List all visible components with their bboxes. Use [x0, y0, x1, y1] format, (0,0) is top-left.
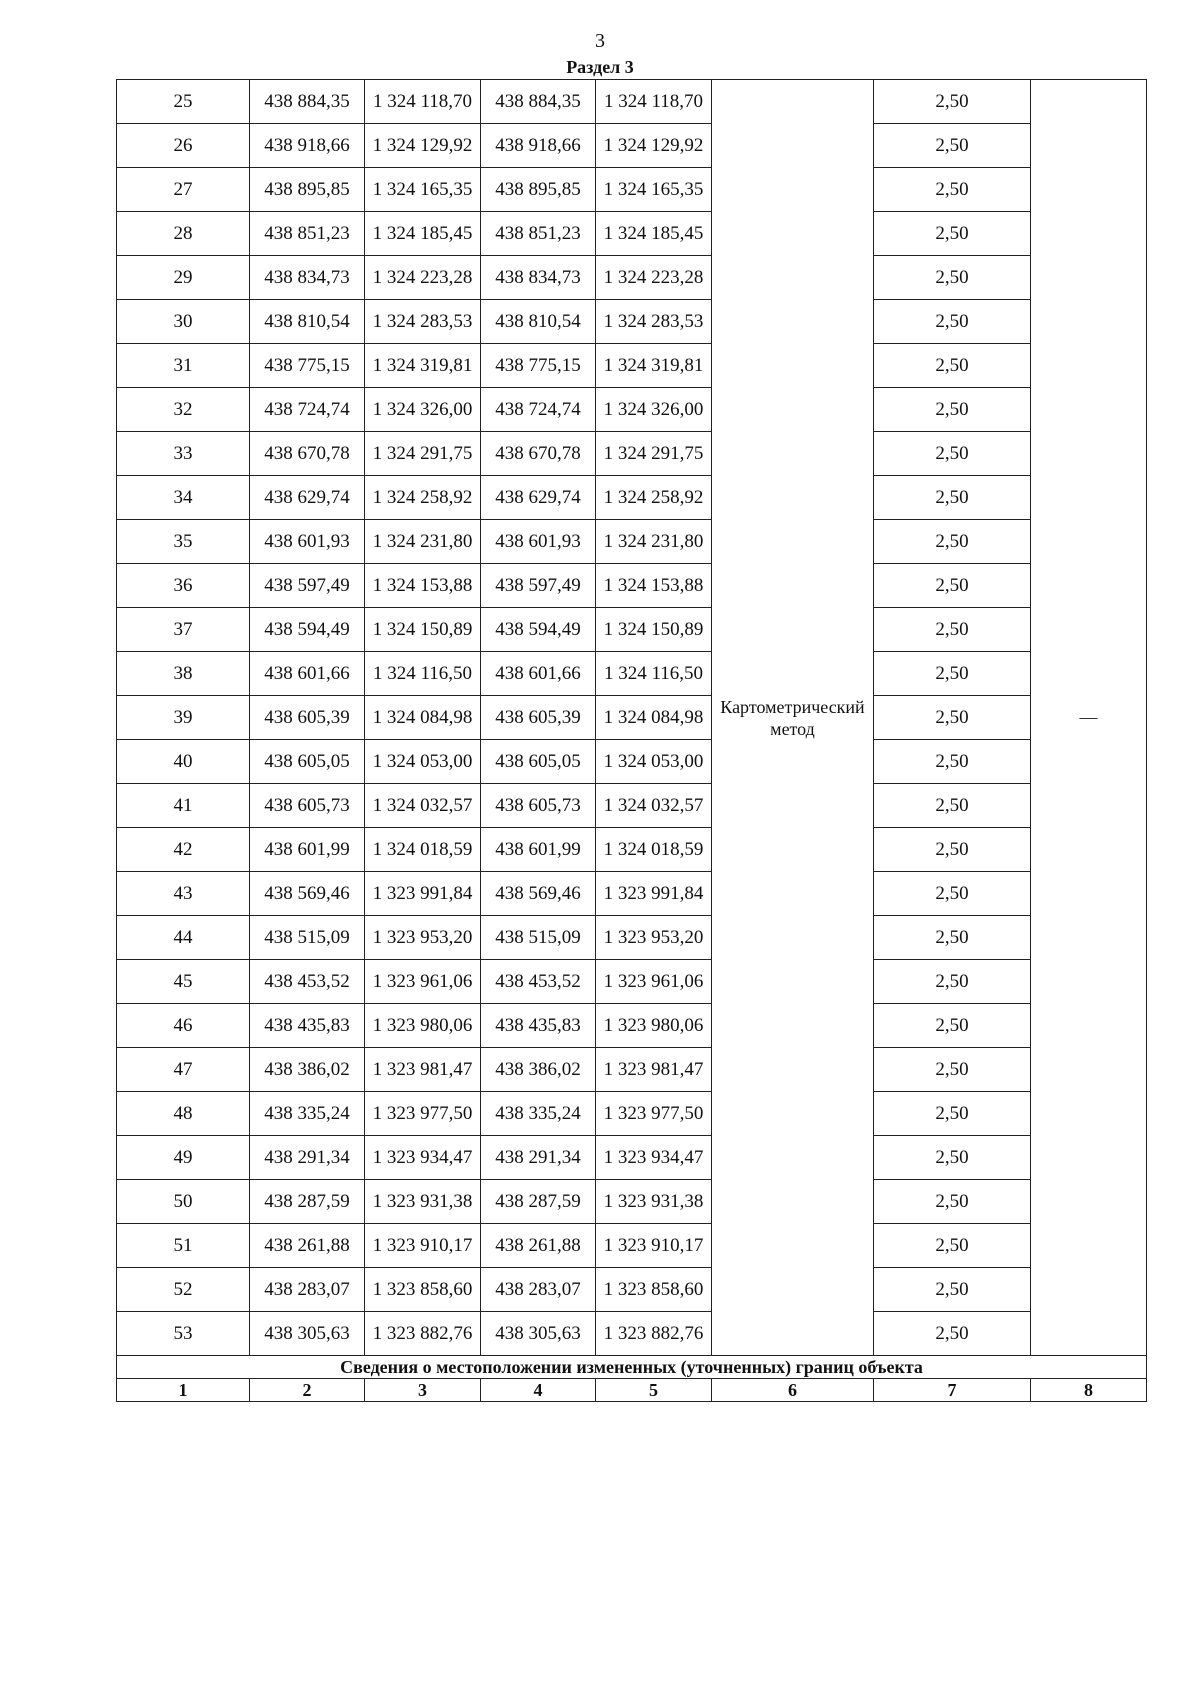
accuracy-cell: 2,50: [874, 828, 1031, 872]
table-row: [117, 1268, 1147, 1312]
y-existing-cell: 1 324 231,80: [365, 520, 481, 564]
y-existing-cell: 1 323 991,84: [365, 872, 481, 916]
x-existing-cell: 438 569,46: [250, 872, 365, 916]
table-row: [117, 520, 1147, 564]
table-row: [117, 344, 1147, 388]
table-caption: Сведения о местоположении измененных (уточненных) границ объекта: [117, 1356, 1147, 1379]
y-new-cell: 1 323 882,76: [596, 1312, 712, 1356]
y-existing-cell: 1 324 258,92: [365, 476, 481, 520]
point-number-cell: 36: [117, 564, 250, 608]
y-new-cell: 1 324 291,75: [596, 432, 712, 476]
table-row: [117, 784, 1147, 828]
accuracy-cell: 2,50: [874, 960, 1031, 1004]
table-row: [117, 960, 1147, 1004]
point-number-cell: 51: [117, 1224, 250, 1268]
table-row: [117, 388, 1147, 432]
x-new-cell: 438 594,49: [481, 608, 596, 652]
x-existing-cell: 438 810,54: [250, 300, 365, 344]
point-number-cell: 52: [117, 1268, 250, 1312]
point-number-cell: 40: [117, 740, 250, 784]
x-existing-cell: 438 851,23: [250, 212, 365, 256]
y-existing-cell: 1 323 934,47: [365, 1136, 481, 1180]
point-number-cell: 43: [117, 872, 250, 916]
x-new-cell: 438 515,09: [481, 916, 596, 960]
y-new-cell: 1 323 981,47: [596, 1048, 712, 1092]
point-number-cell: 53: [117, 1312, 250, 1356]
y-existing-cell: 1 324 185,45: [365, 212, 481, 256]
y-new-cell: 1 324 326,00: [596, 388, 712, 432]
y-new-cell: 1 324 319,81: [596, 344, 712, 388]
accuracy-cell: 2,50: [874, 476, 1031, 520]
table-row: [117, 652, 1147, 696]
y-existing-cell: 1 323 931,38: [365, 1180, 481, 1224]
accuracy-cell: 2,50: [874, 388, 1031, 432]
point-number-cell: 39: [117, 696, 250, 740]
x-new-cell: 438 435,83: [481, 1004, 596, 1048]
y-existing-cell: 1 323 980,06: [365, 1004, 481, 1048]
table-row: [117, 696, 1147, 740]
y-new-cell: 1 323 961,06: [596, 960, 712, 1004]
point-number-cell: 26: [117, 124, 250, 168]
column-number-cell: 6: [712, 1379, 874, 1402]
accuracy-cell: 2,50: [874, 344, 1031, 388]
x-new-cell: 438 605,73: [481, 784, 596, 828]
accuracy-cell: 2,50: [874, 916, 1031, 960]
x-new-cell: 438 283,07: [481, 1268, 596, 1312]
y-new-cell: 1 324 185,45: [596, 212, 712, 256]
accuracy-cell: 2,50: [874, 1004, 1031, 1048]
accuracy-cell: 2,50: [874, 740, 1031, 784]
method-cell: Картометрический метод: [712, 80, 874, 1356]
accuracy-cell: 2,50: [874, 564, 1031, 608]
table-row: [117, 564, 1147, 608]
y-existing-cell: 1 324 326,00: [365, 388, 481, 432]
y-new-cell: 1 323 977,50: [596, 1092, 712, 1136]
table-row: [117, 1312, 1147, 1356]
y-new-cell: 1 324 283,53: [596, 300, 712, 344]
y-existing-cell: 1 324 032,57: [365, 784, 481, 828]
accuracy-cell: 2,50: [874, 784, 1031, 828]
x-new-cell: 438 453,52: [481, 960, 596, 1004]
point-number-cell: 32: [117, 388, 250, 432]
point-number-cell: 25: [117, 80, 250, 124]
table-row: [117, 124, 1147, 168]
table-row: [117, 1224, 1147, 1268]
y-new-cell: 1 324 118,70: [596, 80, 712, 124]
y-new-cell: 1 324 223,28: [596, 256, 712, 300]
x-existing-cell: 438 335,24: [250, 1092, 365, 1136]
y-new-cell: 1 323 934,47: [596, 1136, 712, 1180]
y-existing-cell: 1 323 961,06: [365, 960, 481, 1004]
y-existing-cell: 1 323 910,17: [365, 1224, 481, 1268]
accuracy-cell: 2,50: [874, 872, 1031, 916]
accuracy-cell: 2,50: [874, 608, 1031, 652]
column-number-cell: 5: [596, 1379, 712, 1402]
x-existing-cell: 438 283,07: [250, 1268, 365, 1312]
accuracy-cell: 2,50: [874, 1092, 1031, 1136]
x-existing-cell: 438 435,83: [250, 1004, 365, 1048]
x-existing-cell: 438 605,39: [250, 696, 365, 740]
accuracy-cell: 2,50: [874, 1136, 1031, 1180]
x-new-cell: 438 335,24: [481, 1092, 596, 1136]
x-new-cell: 438 287,59: [481, 1180, 596, 1224]
x-new-cell: 438 601,99: [481, 828, 596, 872]
column-number-cell: 8: [1031, 1379, 1147, 1402]
y-existing-cell: 1 324 153,88: [365, 564, 481, 608]
y-existing-cell: 1 323 882,76: [365, 1312, 481, 1356]
accuracy-cell: 2,50: [874, 1312, 1031, 1356]
y-new-cell: 1 323 980,06: [596, 1004, 712, 1048]
point-number-cell: 50: [117, 1180, 250, 1224]
point-number-cell: 49: [117, 1136, 250, 1180]
y-new-cell: 1 324 231,80: [596, 520, 712, 564]
column-number-cell: 4: [481, 1379, 596, 1402]
point-number-cell: 46: [117, 1004, 250, 1048]
y-existing-cell: 1 324 053,00: [365, 740, 481, 784]
x-existing-cell: 438 601,93: [250, 520, 365, 564]
x-new-cell: 438 605,05: [481, 740, 596, 784]
y-existing-cell: 1 324 150,89: [365, 608, 481, 652]
x-existing-cell: 438 724,74: [250, 388, 365, 432]
accuracy-cell: 2,50: [874, 256, 1031, 300]
x-existing-cell: 438 601,66: [250, 652, 365, 696]
y-existing-cell: 1 324 291,75: [365, 432, 481, 476]
column-number-cell: 3: [365, 1379, 481, 1402]
table-row: [117, 256, 1147, 300]
column-number-cell: 7: [874, 1379, 1031, 1402]
table-body: [117, 80, 1147, 1402]
point-number-cell: 38: [117, 652, 250, 696]
accuracy-cell: 2,50: [874, 212, 1031, 256]
point-number-cell: 48: [117, 1092, 250, 1136]
point-number-cell: 27: [117, 168, 250, 212]
x-existing-cell: 438 261,88: [250, 1224, 365, 1268]
x-new-cell: 438 834,73: [481, 256, 596, 300]
y-new-cell: 1 323 991,84: [596, 872, 712, 916]
y-existing-cell: 1 324 116,50: [365, 652, 481, 696]
y-new-cell: 1 324 129,92: [596, 124, 712, 168]
table-row: [117, 872, 1147, 916]
table-row: [117, 1092, 1147, 1136]
y-new-cell: 1 323 953,20: [596, 916, 712, 960]
x-new-cell: 438 775,15: [481, 344, 596, 388]
accuracy-cell: 2,50: [874, 652, 1031, 696]
column-number-cell: 2: [250, 1379, 365, 1402]
accuracy-cell: 2,50: [874, 696, 1031, 740]
x-existing-cell: 438 775,15: [250, 344, 365, 388]
section-title: Раздел 3: [566, 57, 634, 77]
accuracy-cell: 2,50: [874, 80, 1031, 124]
accuracy-cell: 2,50: [874, 124, 1031, 168]
table-row: [117, 916, 1147, 960]
accuracy-cell: 2,50: [874, 1268, 1031, 1312]
x-new-cell: 438 601,66: [481, 652, 596, 696]
x-new-cell: 438 884,35: [481, 80, 596, 124]
x-new-cell: 438 605,39: [481, 696, 596, 740]
point-number-cell: 41: [117, 784, 250, 828]
y-existing-cell: 1 323 858,60: [365, 1268, 481, 1312]
x-existing-cell: 438 305,63: [250, 1312, 365, 1356]
table-caption-row: [117, 1356, 1147, 1379]
accuracy-cell: 2,50: [874, 1224, 1031, 1268]
accuracy-cell: 2,50: [874, 1048, 1031, 1092]
point-number-cell: 37: [117, 608, 250, 652]
x-new-cell: 438 305,63: [481, 1312, 596, 1356]
x-new-cell: 438 597,49: [481, 564, 596, 608]
table-row: [117, 80, 1147, 124]
point-number-cell: 34: [117, 476, 250, 520]
table-row: [117, 212, 1147, 256]
x-new-cell: 438 601,93: [481, 520, 596, 564]
y-existing-cell: 1 323 953,20: [365, 916, 481, 960]
x-existing-cell: 438 386,02: [250, 1048, 365, 1092]
y-existing-cell: 1 324 018,59: [365, 828, 481, 872]
column-number-cell: 1: [117, 1379, 250, 1402]
point-number-cell: 33: [117, 432, 250, 476]
y-new-cell: 1 323 858,60: [596, 1268, 712, 1312]
x-new-cell: 438 291,34: [481, 1136, 596, 1180]
table-row: [117, 1004, 1147, 1048]
x-existing-cell: 438 834,73: [250, 256, 365, 300]
x-new-cell: 438 810,54: [481, 300, 596, 344]
x-existing-cell: 438 629,74: [250, 476, 365, 520]
column-numbers-row: [117, 1379, 1147, 1402]
accuracy-cell: 2,50: [874, 300, 1031, 344]
table-row: [117, 740, 1147, 784]
table-row: [117, 1048, 1147, 1092]
point-number-cell: 28: [117, 212, 250, 256]
y-existing-cell: 1 324 319,81: [365, 344, 481, 388]
y-new-cell: 1 324 053,00: [596, 740, 712, 784]
point-number-cell: 31: [117, 344, 250, 388]
y-existing-cell: 1 324 118,70: [365, 80, 481, 124]
x-new-cell: 438 918,66: [481, 124, 596, 168]
y-existing-cell: 1 324 084,98: [365, 696, 481, 740]
x-new-cell: 438 629,74: [481, 476, 596, 520]
table-row: [117, 300, 1147, 344]
x-existing-cell: 438 515,09: [250, 916, 365, 960]
y-new-cell: 1 324 018,59: [596, 828, 712, 872]
note-cell: —: [1031, 80, 1147, 1356]
x-new-cell: 438 569,46: [481, 872, 596, 916]
point-number-cell: 30: [117, 300, 250, 344]
x-existing-cell: 438 670,78: [250, 432, 365, 476]
y-existing-cell: 1 323 981,47: [365, 1048, 481, 1092]
x-existing-cell: 438 601,99: [250, 828, 365, 872]
point-number-cell: 35: [117, 520, 250, 564]
table-row: [117, 1180, 1147, 1224]
table-row: [117, 1136, 1147, 1180]
y-new-cell: 1 323 931,38: [596, 1180, 712, 1224]
accuracy-cell: 2,50: [874, 168, 1031, 212]
y-existing-cell: 1 324 165,35: [365, 168, 481, 212]
x-existing-cell: 438 594,49: [250, 608, 365, 652]
x-new-cell: 438 670,78: [481, 432, 596, 476]
x-existing-cell: 438 884,35: [250, 80, 365, 124]
y-new-cell: 1 324 116,50: [596, 652, 712, 696]
point-number-cell: 42: [117, 828, 250, 872]
x-existing-cell: 438 918,66: [250, 124, 365, 168]
x-existing-cell: 438 605,73: [250, 784, 365, 828]
x-new-cell: 438 261,88: [481, 1224, 596, 1268]
table-row: [117, 432, 1147, 476]
point-number-cell: 47: [117, 1048, 250, 1092]
table-row: [117, 168, 1147, 212]
y-new-cell: 1 324 084,98: [596, 696, 712, 740]
table-row: [117, 608, 1147, 652]
y-new-cell: 1 323 910,17: [596, 1224, 712, 1268]
x-existing-cell: 438 291,34: [250, 1136, 365, 1180]
y-existing-cell: 1 323 977,50: [365, 1092, 481, 1136]
x-existing-cell: 438 605,05: [250, 740, 365, 784]
point-number-cell: 45: [117, 960, 250, 1004]
x-existing-cell: 438 453,52: [250, 960, 365, 1004]
point-number-cell: 44: [117, 916, 250, 960]
x-new-cell: 438 895,85: [481, 168, 596, 212]
x-existing-cell: 438 597,49: [250, 564, 365, 608]
y-existing-cell: 1 324 223,28: [365, 256, 481, 300]
x-existing-cell: 438 287,59: [250, 1180, 365, 1224]
point-number-cell: 29: [117, 256, 250, 300]
y-new-cell: 1 324 150,89: [596, 608, 712, 652]
coordinates-table: [116, 79, 1147, 1402]
y-new-cell: 1 324 032,57: [596, 784, 712, 828]
y-existing-cell: 1 324 129,92: [365, 124, 481, 168]
accuracy-cell: 2,50: [874, 1180, 1031, 1224]
x-existing-cell: 438 895,85: [250, 168, 365, 212]
y-new-cell: 1 324 258,92: [596, 476, 712, 520]
accuracy-cell: 2,50: [874, 520, 1031, 564]
x-new-cell: 438 386,02: [481, 1048, 596, 1092]
y-existing-cell: 1 324 283,53: [365, 300, 481, 344]
x-new-cell: 438 724,74: [481, 388, 596, 432]
x-new-cell: 438 851,23: [481, 212, 596, 256]
accuracy-cell: 2,50: [874, 432, 1031, 476]
table-row: [117, 476, 1147, 520]
y-new-cell: 1 324 153,88: [596, 564, 712, 608]
table-row: [117, 828, 1147, 872]
page-number: 3: [595, 30, 605, 52]
y-new-cell: 1 324 165,35: [596, 168, 712, 212]
